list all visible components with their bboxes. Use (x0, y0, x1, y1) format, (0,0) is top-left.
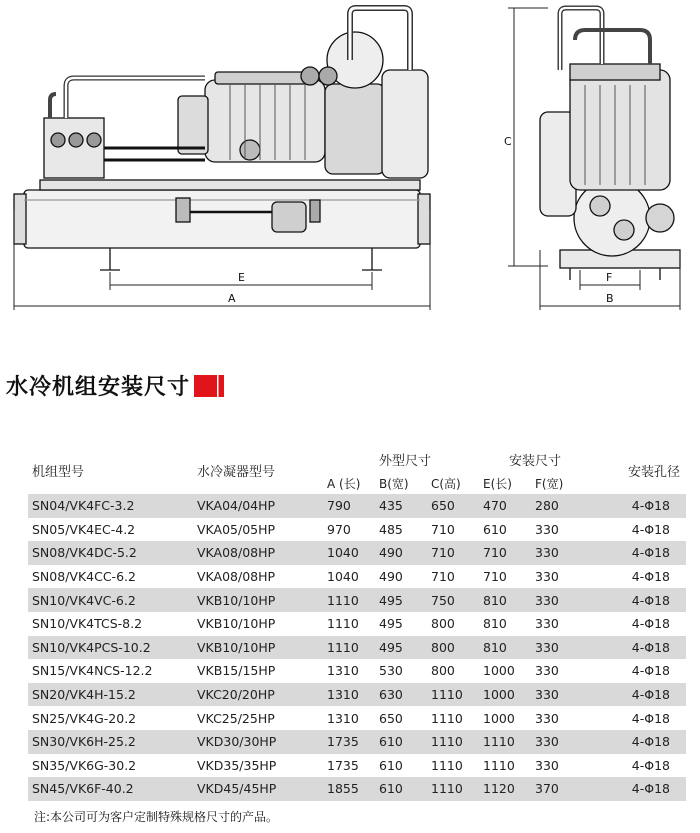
cell-a: 1855 (327, 777, 379, 801)
table-row (28, 730, 686, 754)
cell-f: 330 (535, 683, 587, 707)
subheader-a: A (长) (327, 476, 361, 491)
cell-a: 1040 (327, 541, 379, 565)
footnote: 注:本公司可为客户定制特殊规格尺寸的产品。 (34, 810, 279, 824)
cell-c: 1110 (431, 683, 483, 707)
title-accent-mark (194, 375, 224, 397)
cell-f: 330 (535, 518, 587, 542)
table-row (28, 683, 686, 707)
cell-hole: 4-Φ18 (587, 706, 686, 730)
cell-model: SN08/VK4DC-5.2 (28, 541, 197, 565)
cell-f: 330 (535, 636, 587, 660)
cell-c: 750 (431, 588, 483, 612)
cell-b: 495 (379, 636, 431, 660)
cell-model: SN10/VK4PCS-10.2 (28, 636, 197, 660)
cell-e: 710 (483, 541, 535, 565)
cell-e: 810 (483, 588, 535, 612)
cell-f: 330 (535, 588, 587, 612)
header-condenser: 水冷凝器型号 (197, 464, 276, 480)
cell-b: 610 (379, 754, 431, 778)
header-install-dims: 安装尺寸 (508, 453, 561, 469)
cell-condenser: VKD35/35HP (197, 754, 327, 778)
cell-hole: 4-Φ18 (587, 636, 686, 660)
cell-e: 710 (483, 565, 535, 589)
cell-hole: 4-Φ18 (587, 541, 686, 565)
cell-condenser: VKC20/20HP (197, 683, 327, 707)
cell-condenser: VKB10/10HP (197, 612, 327, 636)
cell-model: SN35/VK6G-30.2 (28, 754, 197, 778)
cell-model: SN30/VK6H-25.2 (28, 730, 197, 754)
header-model: 机组型号 (32, 464, 85, 480)
table-row (28, 754, 686, 778)
cell-b: 610 (379, 777, 431, 801)
table-row (28, 565, 686, 589)
cell-f: 330 (535, 730, 587, 754)
cell-condenser: VKD30/30HP (197, 730, 327, 754)
cell-condenser: VKA08/08HP (197, 541, 327, 565)
table-row (28, 659, 686, 683)
cell-e: 1000 (483, 659, 535, 683)
cell-c: 1110 (431, 777, 483, 801)
cell-c: 1110 (431, 730, 483, 754)
cell-model: SN08/VK4CC-6.2 (28, 565, 197, 589)
cell-f: 330 (535, 565, 587, 589)
section-title (6, 370, 224, 401)
cell-model: SN05/VK4EC-4.2 (28, 518, 197, 542)
cell-condenser: VKB10/10HP (197, 588, 327, 612)
cell-a: 1310 (327, 659, 379, 683)
cell-model: SN45/VK6F-40.2 (28, 777, 197, 801)
cell-b: 630 (379, 683, 431, 707)
cell-c: 1110 (431, 706, 483, 730)
cell-c: 800 (431, 659, 483, 683)
table-header-row (28, 446, 686, 472)
cell-hole: 4-Φ18 (587, 494, 686, 518)
front-view (14, 8, 430, 310)
subheader-b: B(宽) (379, 476, 409, 491)
cell-condenser: VKB10/10HP (197, 636, 327, 660)
cell-a: 1110 (327, 612, 379, 636)
cell-b: 530 (379, 659, 431, 683)
cell-b: 485 (379, 518, 431, 542)
subheader-c: C(高) (431, 476, 461, 491)
cell-a: 1310 (327, 683, 379, 707)
cell-condenser: VKB15/15HP (197, 659, 327, 683)
unit-technical-drawing (0, 0, 700, 320)
cell-a: 1110 (327, 588, 379, 612)
cell-model: SN20/VK4H-15.2 (28, 683, 197, 707)
cell-e: 1110 (483, 730, 535, 754)
cell-c: 710 (431, 541, 483, 565)
cell-condenser: VKC25/25HP (197, 706, 327, 730)
cell-a: 970 (327, 518, 379, 542)
cell-b: 490 (379, 541, 431, 565)
cell-f: 330 (535, 754, 587, 778)
cell-hole: 4-Φ18 (587, 565, 686, 589)
table-row (28, 706, 686, 730)
cell-e: 610 (483, 518, 535, 542)
cell-model: SN04/VK4FC-3.2 (28, 494, 197, 518)
cell-model: SN10/VK4TCS-8.2 (28, 612, 197, 636)
cell-b: 650 (379, 706, 431, 730)
cell-f: 330 (535, 612, 587, 636)
subheader-e: E(长) (483, 476, 512, 491)
cell-f: 280 (535, 494, 587, 518)
table-row (28, 541, 686, 565)
cell-condenser: VKA08/08HP (197, 565, 327, 589)
table-row (28, 588, 686, 612)
cell-f: 330 (535, 659, 587, 683)
cell-c: 800 (431, 636, 483, 660)
cell-f: 370 (535, 777, 587, 801)
cell-a: 790 (327, 494, 379, 518)
spec-table (28, 446, 686, 801)
cell-condenser: VKD45/45HP (197, 777, 327, 801)
cell-f: 330 (535, 541, 587, 565)
cell-c: 710 (431, 565, 483, 589)
cell-b: 610 (379, 730, 431, 754)
cell-f: 330 (535, 706, 587, 730)
cell-hole: 4-Φ18 (587, 754, 686, 778)
table-row (28, 518, 686, 542)
cell-model: SN10/VK4VC-6.2 (28, 588, 197, 612)
cell-a: 1735 (327, 730, 379, 754)
dim-label-c: C (504, 135, 512, 148)
cell-model: SN15/VK4NCS-12.2 (28, 659, 197, 683)
cell-e: 810 (483, 612, 535, 636)
cell-b: 495 (379, 588, 431, 612)
table-row (28, 636, 686, 660)
cell-hole: 4-Φ18 (587, 730, 686, 754)
cell-e: 1120 (483, 777, 535, 801)
cell-condenser: VKA05/05HP (197, 518, 327, 542)
header-outer-dims: 外型尺寸 (378, 453, 431, 469)
cell-b: 435 (379, 494, 431, 518)
cell-b: 495 (379, 612, 431, 636)
cell-a: 1040 (327, 565, 379, 589)
subheader-f: F(宽) (535, 476, 564, 491)
dim-label-a: A (228, 292, 236, 305)
cell-hole: 4-Φ18 (587, 518, 686, 542)
cell-e: 470 (483, 494, 535, 518)
table-row (28, 494, 686, 518)
cell-hole: 4-Φ18 (587, 588, 686, 612)
dim-label-f: F (606, 271, 613, 284)
cell-e: 1000 (483, 706, 535, 730)
dim-label-b: B (606, 292, 614, 305)
cell-a: 1310 (327, 706, 379, 730)
cell-c: 710 (431, 518, 483, 542)
cell-hole: 4-Φ18 (587, 612, 686, 636)
table-body (28, 494, 686, 801)
cell-e: 1000 (483, 683, 535, 707)
cell-c: 650 (431, 494, 483, 518)
cell-a: 1735 (327, 754, 379, 778)
cell-b: 490 (379, 565, 431, 589)
cell-c: 1110 (431, 754, 483, 778)
cell-condenser: VKA04/04HP (197, 494, 327, 518)
cell-e: 1110 (483, 754, 535, 778)
table-row (28, 612, 686, 636)
cell-hole: 4-Φ18 (587, 777, 686, 801)
section-title-text: 水冷机组安装尺寸 (6, 375, 191, 400)
header-hole: 安装孔径 (627, 464, 680, 480)
side-view (508, 8, 680, 310)
cell-hole: 4-Φ18 (587, 683, 686, 707)
cell-model: SN25/VK4G-20.2 (28, 706, 197, 730)
cell-c: 800 (431, 612, 483, 636)
cell-e: 810 (483, 636, 535, 660)
table-row (28, 777, 686, 801)
dim-label-e: E (238, 271, 245, 284)
cell-hole: 4-Φ18 (587, 659, 686, 683)
cell-a: 1110 (327, 636, 379, 660)
